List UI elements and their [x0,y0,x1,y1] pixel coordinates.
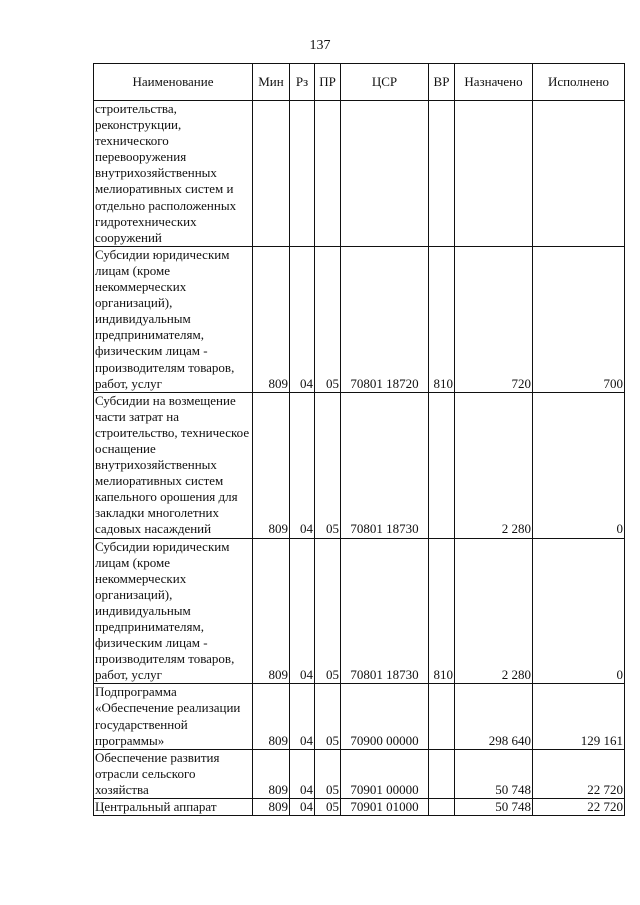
table-row [94,101,625,247]
cell-rz: 04 [290,392,315,538]
cell-vr [429,799,455,816]
table-row [94,749,625,798]
cell-ispolneno: 700 [533,246,625,392]
cell-name: Центральный аппарат [94,799,253,816]
cell-naznacheno [455,101,533,247]
cell-ispolneno: 22 720 [533,749,625,798]
header-rz: Рз [290,64,315,101]
table-row [94,684,625,749]
cell-csr: 70901 00000 [341,749,429,798]
table-row [94,246,625,392]
cell-min: 809 [253,684,290,749]
cell-name: строительства, реконструкции, технического перевооружения внутрихозяйственных мелиоративных систем и отдельно расположенных гидротехнических сооружений [94,101,253,247]
cell-min: 809 [253,799,290,816]
cell-min: 809 [253,246,290,392]
cell-min [253,101,290,247]
cell-csr: 70901 01000 [341,799,429,816]
cell-rz: 04 [290,799,315,816]
cell-pr: 05 [315,799,341,816]
table-body [94,101,625,816]
cell-pr: 05 [315,246,341,392]
cell-csr: 70900 00000 [341,684,429,749]
page-number: 137 [309,38,331,53]
cell-name: Субсидии на возмещение части затрат на строительство, техническое оснащение внутрихозяйственных мелиоративных систем капельного орошения для закладки многолетних садовых насаждений [94,392,253,538]
cell-vr [429,392,455,538]
cell-rz: 04 [290,684,315,749]
cell-naznacheno: 2 280 [455,392,533,538]
cell-naznacheno: 50 748 [455,749,533,798]
cell-min: 809 [253,392,290,538]
header-name: Наименование [94,64,253,101]
cell-name: Обеспечение развития отрасли сельского хозяйства [94,749,253,798]
cell-csr: 70801 18730 [341,392,429,538]
cell-pr: 05 [315,538,341,684]
header-pr: ПР [315,64,341,101]
budget-table [93,63,625,816]
table-row [94,538,625,684]
cell-naznacheno: 50 748 [455,799,533,816]
table-row [94,392,625,538]
cell-pr: 05 [315,684,341,749]
cell-pr: 05 [315,392,341,538]
cell-csr: 70801 18720 [341,246,429,392]
cell-vr: 810 [429,538,455,684]
cell-ispolneno: 22 720 [533,799,625,816]
cell-vr [429,101,455,247]
cell-name: Субсидии юридическим лицам (кроме некоммерческих организаций), индивидуальным предпринимателям, физическим лицам - производителям товаров, работ, услуг [94,538,253,684]
cell-ispolneno [533,101,625,247]
header-min: Мин [253,64,290,101]
table-row [94,799,625,816]
cell-ispolneno: 0 [533,538,625,684]
cell-name: Субсидии юридическим лицам (кроме некоммерческих организаций), индивидуальным предпринимателям, физическим лицам - производителям товаров, работ, услуг [94,246,253,392]
cell-csr: 70801 18730 [341,538,429,684]
header-ispolneno: Исполнено [533,64,625,101]
cell-naznacheno: 720 [455,246,533,392]
cell-pr: 05 [315,749,341,798]
cell-rz: 04 [290,246,315,392]
cell-ispolneno: 129 161 [533,684,625,749]
cell-vr: 810 [429,246,455,392]
cell-vr [429,684,455,749]
cell-rz: 04 [290,749,315,798]
cell-pr [315,101,341,247]
cell-rz [290,101,315,247]
cell-ispolneno: 0 [533,392,625,538]
cell-naznacheno: 2 280 [455,538,533,684]
cell-vr [429,749,455,798]
table-header-row [94,64,625,101]
cell-naznacheno: 298 640 [455,684,533,749]
cell-name: Подпрограмма «Обеспечение реализации государственной программы» [94,684,253,749]
header-naznacheno: Назначено [455,64,533,101]
header-vr: ВР [429,64,455,101]
header-csr: ЦСР [341,64,429,101]
cell-csr [341,101,429,247]
cell-min: 809 [253,538,290,684]
cell-rz: 04 [290,538,315,684]
cell-min: 809 [253,749,290,798]
